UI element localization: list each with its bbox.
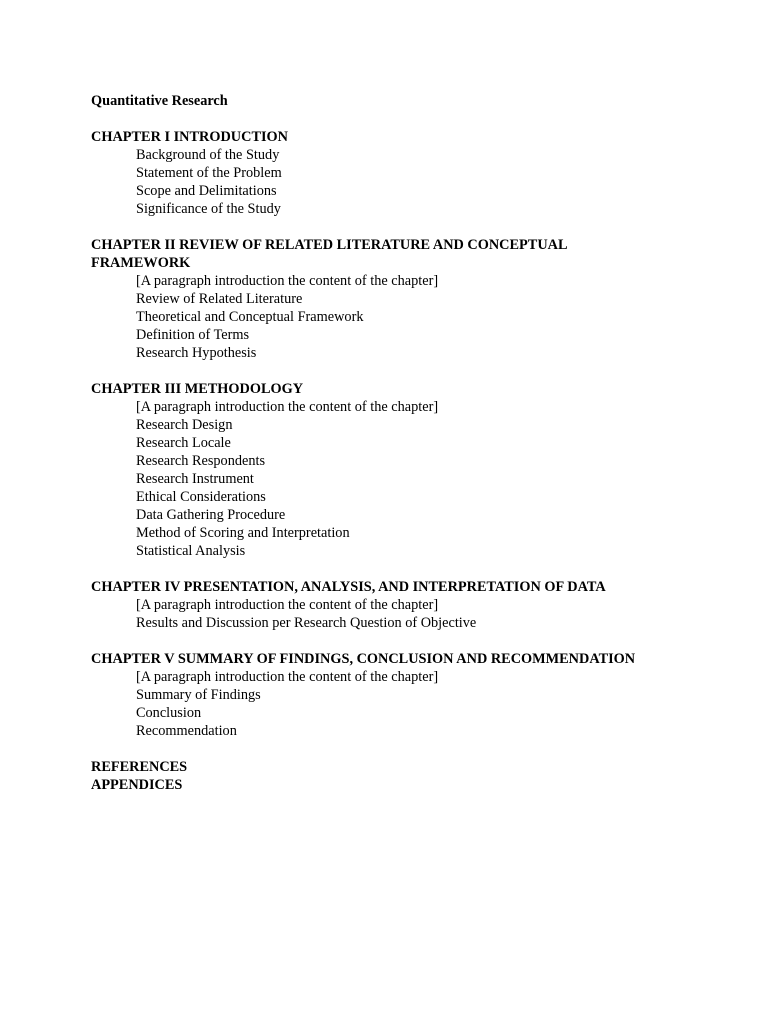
section-item: Research Hypothesis — [136, 345, 257, 361]
section-item: Significance of the Study — [136, 201, 281, 217]
section-item: Scope and Delimitations — [136, 183, 277, 199]
spacer — [91, 362, 701, 380]
document-title: Quantitative Research — [91, 93, 228, 109]
section-item: [A paragraph introduction the content of the chapter] — [136, 399, 439, 415]
section-list — [91, 596, 701, 632]
section-item: Statement of the Problem — [136, 165, 282, 181]
section-item: Review of Related Literature — [136, 291, 303, 307]
chapter-heading: CHAPTER IV PRESENTATION, ANALYSIS, AND INTERPRETATION OF DATA — [91, 579, 606, 595]
section-list — [91, 146, 701, 218]
chapter-heading: CHAPTER I INTRODUCTION — [91, 129, 289, 145]
section-item: Summary of Findings — [136, 687, 261, 703]
section-item: Ethical Considerations — [136, 489, 266, 505]
chapter-heading: CHAPTER II REVIEW OF RELATED LITERATURE AND CONCEPTUAL FRAMEWORK — [91, 237, 567, 271]
spacer — [91, 740, 701, 758]
section-list — [91, 272, 701, 362]
spacer — [91, 632, 701, 650]
chapter-heading: CHAPTER V SUMMARY OF FINDINGS, CONCLUSION AND RECOMMENDATION — [91, 651, 636, 667]
section-item: [A paragraph introduction the content of the chapter] — [136, 273, 439, 289]
appendices-heading: APPENDICES — [91, 777, 183, 793]
spacer — [91, 218, 701, 236]
section-item: Research Locale — [136, 435, 231, 451]
chapter-heading: CHAPTER III METHODOLOGY — [91, 381, 304, 397]
section-item: Recommendation — [136, 723, 237, 739]
section-item: Research Respondents — [136, 453, 266, 469]
section-item: Results and Discussion per Research Question of Objective — [136, 615, 477, 631]
section-item: Research Instrument — [136, 471, 254, 487]
chapter-5 — [91, 650, 701, 740]
chapter-2 — [91, 236, 701, 362]
section-list — [91, 668, 701, 740]
chapter-4 — [91, 578, 701, 632]
section-item: Statistical Analysis — [136, 543, 246, 559]
spacer — [91, 110, 701, 128]
section-item: Method of Scoring and Interpretation — [136, 525, 350, 541]
section-item: Theoretical and Conceptual Framework — [136, 309, 364, 325]
section-item: [A paragraph introduction the content of the chapter] — [136, 597, 439, 613]
section-item: Background of the Study — [136, 147, 280, 163]
document-outline — [91, 92, 701, 794]
section-list — [91, 398, 701, 560]
chapter-3 — [91, 380, 701, 560]
section-item: Research Design — [136, 417, 233, 433]
section-item: Definition of Terms — [136, 327, 250, 343]
chapter-1 — [91, 128, 701, 218]
section-item: [A paragraph introduction the content of the chapter] — [136, 669, 439, 685]
section-item: Data Gathering Procedure — [136, 507, 286, 523]
spacer — [91, 560, 701, 578]
references-heading: REFERENCES — [91, 759, 188, 775]
section-item: Conclusion — [136, 705, 202, 721]
